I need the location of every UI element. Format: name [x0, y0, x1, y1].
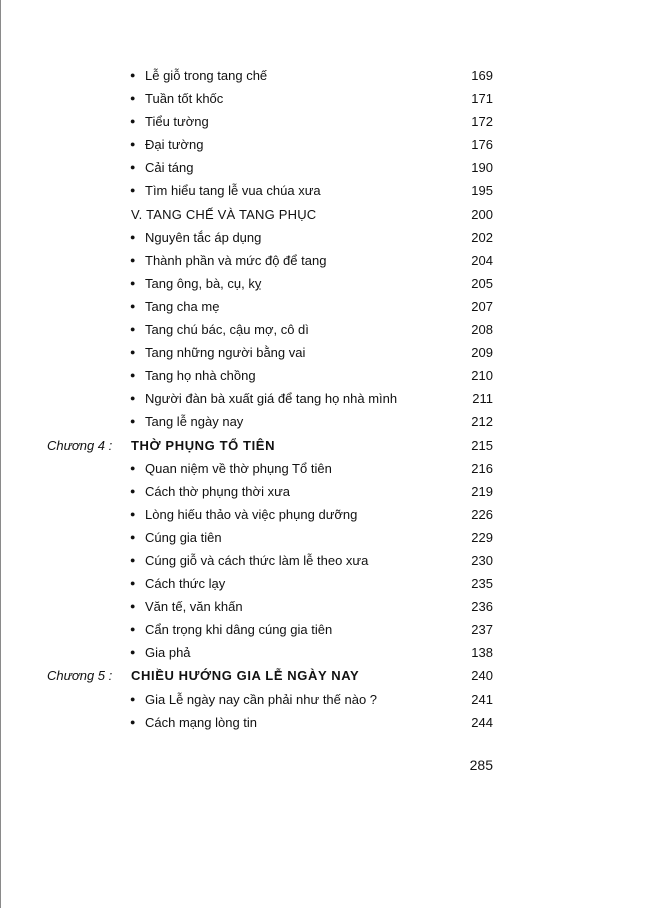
bullet-icon: ● [130, 508, 136, 519]
toc-entry-page: 207 [471, 298, 493, 314]
toc-chapter-row [0, 434, 647, 457]
toc-entry-title: Tìm hiểu tang lễ vua chúa xưa [145, 183, 321, 199]
toc-chapter-label: Chương 4 : [47, 437, 113, 453]
toc-entry-page: 138 [471, 645, 493, 661]
toc-item-row [0, 618, 647, 641]
toc-item-row [0, 133, 647, 156]
toc-item-row [0, 64, 647, 87]
toc-entry-title: Lòng hiếu thảo và việc phụng dưỡng [145, 506, 358, 522]
toc-entry-title: V. TANG CHẾ VÀ TANG PHỤC [131, 206, 317, 222]
bullet-icon: ● [130, 578, 136, 589]
toc-entry-title: Cúng giỗ và cách thức làm lễ theo xưa [145, 552, 369, 568]
toc-entry-title: Tang cha mẹ [145, 298, 220, 314]
bullet-icon: ● [130, 416, 136, 427]
toc-item-row [0, 179, 647, 202]
toc-entry-title: Nguyên tắc áp dụng [145, 229, 262, 245]
toc-entry-page: 209 [471, 345, 493, 361]
toc-item-row [0, 503, 647, 526]
bullet-icon: ● [130, 116, 136, 127]
toc-entry-title: Tang lễ ngày nay [145, 414, 244, 430]
bullet-icon: ● [130, 554, 136, 565]
toc-item-row [0, 87, 647, 110]
toc-entry-page: 210 [471, 368, 493, 384]
toc-entry-title: Thành phần và mức độ để tang [145, 252, 327, 268]
toc-item-row [0, 295, 647, 318]
toc-entry-page: 195 [471, 183, 493, 199]
bullet-icon: ● [130, 624, 136, 635]
toc-item-row [0, 711, 647, 734]
bullet-icon: ● [130, 162, 136, 173]
toc-entry-title: Đại tường [145, 137, 204, 153]
bullet-icon: ● [130, 185, 136, 196]
toc-entry-page: 219 [471, 483, 493, 499]
toc-entry-title: Người đàn bà xuất giá để tang họ nhà mình [145, 391, 398, 407]
toc-item-row [0, 641, 647, 664]
toc-item-row [0, 249, 647, 272]
toc-entry-page: 244 [471, 714, 493, 730]
toc-item-row [0, 341, 647, 364]
toc-entry-title: Cách thức lạy [145, 576, 226, 592]
toc-entry-title: THỜ PHỤNG TỔ TIÊN [131, 437, 276, 453]
toc-entry-page: 171 [471, 91, 493, 107]
bullet-icon: ● [130, 231, 136, 242]
toc-item-row [0, 595, 647, 618]
toc-entry-page: 169 [471, 68, 493, 83]
toc-entry-page: 205 [471, 275, 493, 291]
bullet-icon: ● [130, 139, 136, 150]
toc-entry-title: Tang chú bác, cậu mợ, cô dì [145, 322, 309, 338]
toc-entry-page: 204 [471, 252, 493, 268]
toc-item-row [0, 110, 647, 133]
toc-entry-title: Gia phả [145, 645, 191, 661]
toc-item-row [0, 549, 647, 572]
toc-entry-title: Tang họ nhà chồng [145, 368, 256, 384]
toc-entry-page: 200 [471, 206, 493, 222]
toc-entry-page: 240 [471, 668, 493, 684]
bullet-icon: ● [130, 324, 136, 335]
toc-entry-title: Cẩn trọng khi dâng cúng gia tiên [145, 622, 333, 638]
bullet-icon: ● [130, 393, 136, 404]
bullet-icon: ● [130, 70, 136, 80]
bullet-icon: ● [130, 462, 136, 473]
toc-item-row [0, 318, 647, 341]
toc-entry-title: Quan niệm về thờ phụng Tổ tiên [145, 460, 332, 476]
bullet-icon: ● [130, 347, 136, 358]
toc-item-row [0, 572, 647, 595]
toc-item-row [0, 688, 647, 711]
toc-item-row [0, 364, 647, 387]
toc-entry-title: CHIỀU HƯỚNG GIA LỄ NGÀY NAY [131, 668, 360, 684]
toc-section-row [0, 203, 647, 226]
toc-entry-title: Tiểu tường [145, 114, 209, 130]
toc-entry-page: 235 [471, 576, 493, 592]
toc-entry-page: 237 [471, 622, 493, 638]
toc-entry-page: 208 [471, 322, 493, 338]
toc-entry-page: 212 [471, 414, 493, 430]
toc-entry-page: 241 [471, 691, 493, 707]
toc-entry-page: 226 [471, 506, 493, 522]
bullet-icon: ● [130, 647, 136, 658]
toc-item-row [0, 156, 647, 179]
toc-entry-page: 230 [471, 552, 493, 568]
table-of-contents [0, 64, 647, 734]
toc-entry-title: Cúng gia tiên [145, 529, 222, 545]
bullet-icon: ● [130, 601, 136, 612]
toc-item-row [0, 410, 647, 433]
toc-item-row [0, 272, 647, 295]
toc-item-row [0, 226, 647, 249]
toc-item-row [0, 457, 647, 480]
bullet-icon: ● [130, 93, 136, 104]
toc-entry-page: 229 [471, 529, 493, 545]
toc-entry-page: 236 [471, 599, 493, 615]
toc-entry-page: 190 [471, 160, 493, 176]
toc-item-row [0, 387, 647, 410]
bullet-icon: ● [130, 693, 136, 704]
toc-entry-title: Tang ông, bà, cụ, kỵ [145, 275, 262, 291]
toc-chapter-label: Chương 5 : [47, 668, 113, 684]
bullet-icon: ● [130, 716, 136, 727]
toc-entry-page: 172 [471, 114, 493, 130]
toc-item-row [0, 526, 647, 549]
toc-entry-title: Lễ giỗ trong tang chế [145, 68, 268, 83]
toc-entry-title: Cách mạng lòng tin [145, 714, 258, 730]
toc-entry-page: 176 [471, 137, 493, 153]
toc-entry-title: Tuần tốt khốc [145, 91, 224, 107]
toc-entry-title: Cách thờ phụng thời xưa [145, 483, 290, 499]
toc-entry-title: Văn tế, văn khấn [145, 599, 243, 615]
bullet-icon: ● [130, 485, 136, 496]
toc-chapter-row [0, 664, 647, 687]
toc-entry-page: 211 [472, 391, 493, 407]
page-number: 285 [469, 757, 493, 773]
bullet-icon: ● [130, 370, 136, 381]
toc-entry-title: Tang những người bằng vai [145, 345, 306, 361]
bullet-icon: ● [130, 531, 136, 542]
bullet-icon: ● [130, 300, 136, 311]
toc-entry-page: 216 [471, 460, 493, 476]
toc-entry-title: Gia Lễ ngày nay cần phải như thế nào ? [145, 691, 378, 707]
toc-entry-title: Cải táng [145, 160, 194, 176]
toc-entry-page: 202 [471, 229, 493, 245]
toc-entry-page: 215 [471, 437, 493, 453]
bullet-icon: ● [130, 277, 136, 288]
bullet-icon: ● [130, 254, 136, 265]
toc-item-row [0, 480, 647, 503]
